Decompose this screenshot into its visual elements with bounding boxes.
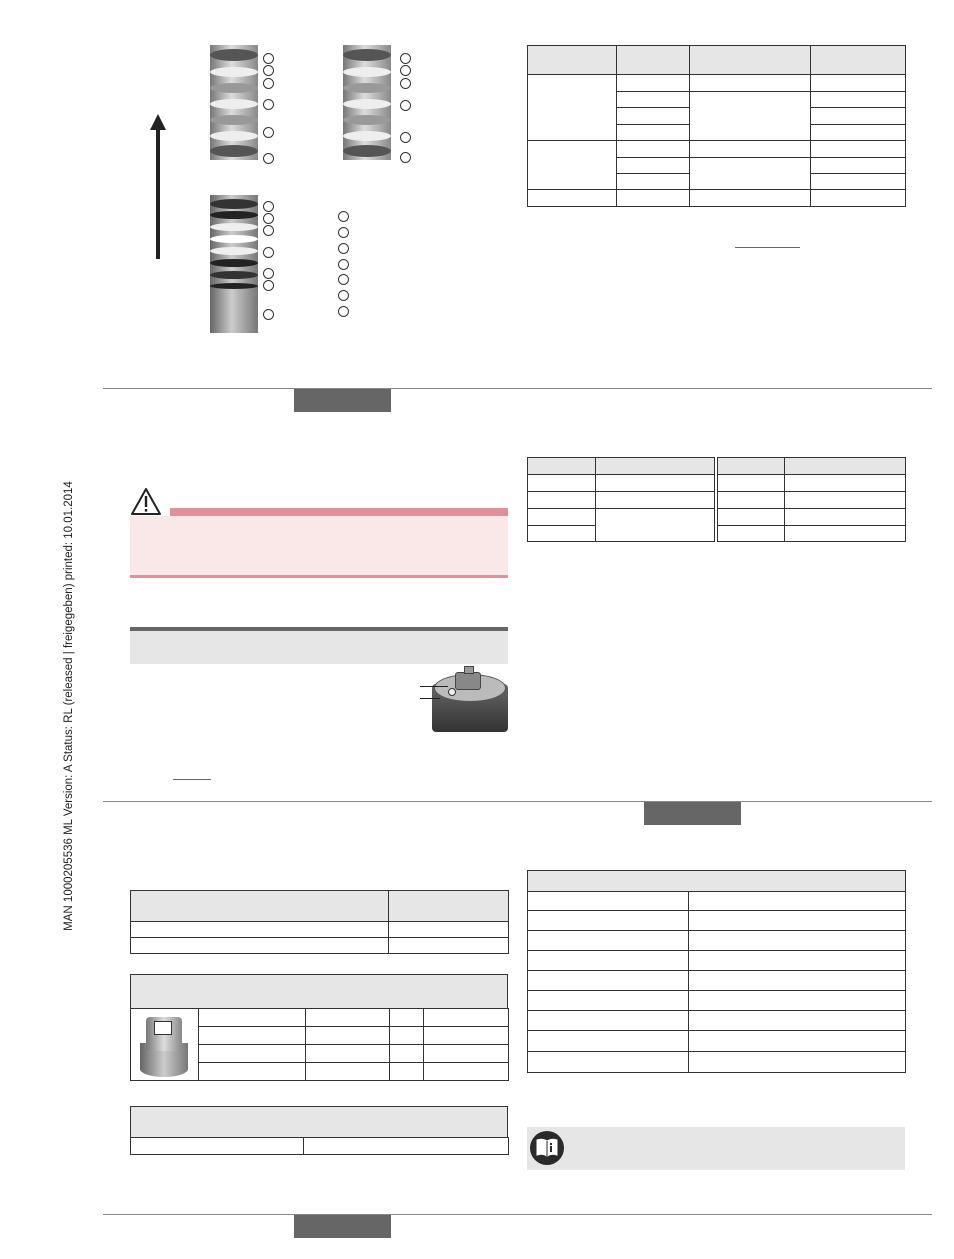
callout-marker: [263, 201, 274, 212]
warning-footer-bar: [130, 575, 508, 578]
manual-book-icon: [530, 1131, 564, 1165]
callout-marker: [263, 268, 274, 279]
callout-marker: [263, 99, 274, 110]
legend-marker: [338, 243, 349, 254]
legend-marker: [338, 274, 349, 285]
callout-marker: [263, 127, 274, 138]
legend-marker: [338, 227, 349, 238]
legend-marker: [338, 306, 349, 317]
torque-table: [130, 890, 509, 954]
callout-marker: [400, 152, 411, 163]
parameter-table-b: [717, 457, 906, 542]
tool-table-header: [130, 974, 508, 1009]
legend-marker: [338, 290, 349, 301]
section-tab: [294, 1215, 391, 1238]
legend-marker: [338, 211, 349, 222]
callout-marker: [400, 78, 411, 89]
parameter-table-a: [527, 457, 715, 542]
warning-box: [130, 487, 508, 579]
callout-marker: [263, 53, 274, 64]
seal-stack-c: [210, 195, 258, 333]
callout-marker: [400, 53, 411, 64]
legend-marker: [338, 259, 349, 270]
callout-marker: [263, 213, 274, 224]
accessory-table: [130, 1137, 509, 1155]
section-divider: [103, 801, 932, 802]
document-status-line: MAN 1000205536 ML Version: A Status: RL (released | freigegeben) printed: 10.01.2014: [63, 481, 75, 931]
callout-marker: [263, 247, 274, 258]
seal-stack-b: [343, 45, 391, 160]
callout-marker: [400, 100, 411, 111]
warning-header-bar: [170, 508, 508, 516]
tool-table: [130, 1008, 509, 1081]
socket-tool-image: [138, 1013, 190, 1079]
callout-marker: [263, 65, 274, 76]
warning-body: [130, 516, 508, 575]
seal-stack-a: [210, 45, 258, 160]
callout-marker: [400, 132, 411, 143]
pressure-arrow-icon: [150, 114, 166, 259]
callout-marker: [263, 280, 274, 291]
warning-triangle-icon: [130, 487, 162, 516]
callout-marker: [263, 78, 274, 89]
callout-marker: [400, 65, 411, 76]
reference-link[interactable]: [735, 247, 800, 248]
callout-marker: [263, 225, 274, 236]
reference-link[interactable]: [173, 779, 211, 780]
callout-marker: [263, 309, 274, 320]
info-note-box: [527, 1127, 905, 1170]
section-tab: [644, 802, 741, 825]
callout-marker: [263, 153, 274, 164]
accessory-table-header: [130, 1106, 508, 1138]
ordering-table: [527, 870, 906, 1073]
section-divider: [103, 388, 932, 389]
section-divider: [103, 1214, 932, 1215]
valve-photo: [420, 666, 508, 732]
section-tab: [294, 389, 391, 412]
procedure-header: [130, 627, 508, 664]
seal-specification-table: [527, 45, 906, 207]
seal-illustration-group: [130, 40, 430, 340]
